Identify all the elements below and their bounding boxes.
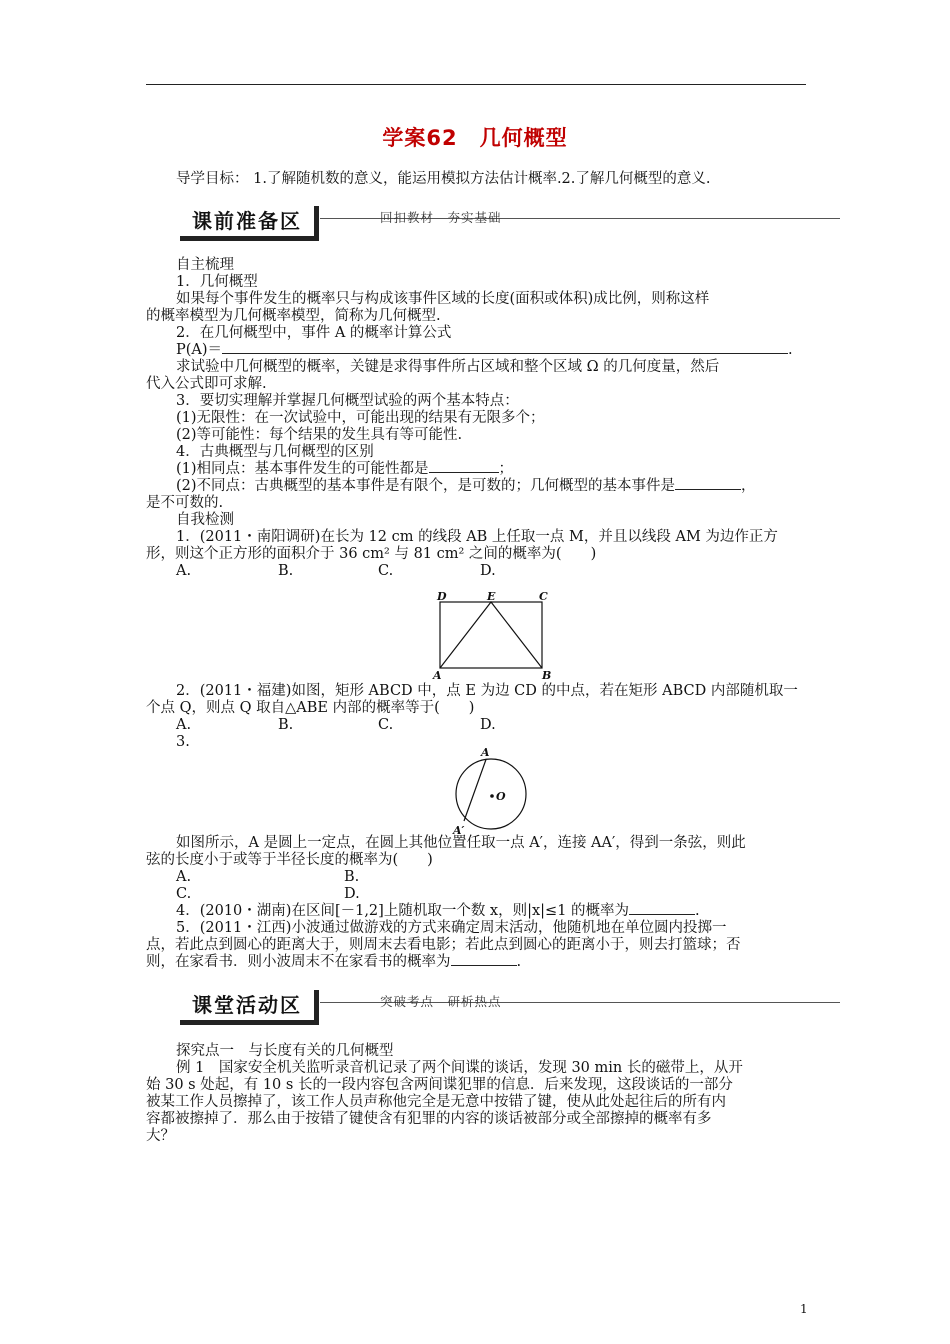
choice-a: A. bbox=[176, 869, 192, 885]
label-c: C bbox=[539, 590, 548, 603]
formula-line: P(A)＝ . bbox=[176, 342, 793, 358]
answer-blank bbox=[675, 477, 741, 490]
question-1-cont: 形，则这个正方形的面积介于 36 cm² 与 81 cm² 之间的概率为( ) bbox=[146, 546, 597, 562]
circle-o bbox=[456, 759, 526, 829]
text-span: (1)相同点：基本事件发生的可能性都是 bbox=[176, 461, 429, 477]
text-line: 的概率模型为几何概率模型，简称为几何概型. bbox=[146, 308, 441, 324]
label-a: A bbox=[433, 669, 442, 682]
choice-b: B. bbox=[278, 717, 294, 733]
explore-heading: 探究点一 与长度有关的几何概型 bbox=[176, 1043, 394, 1059]
choice-a: A. bbox=[176, 717, 192, 733]
label-b: B bbox=[542, 669, 552, 682]
text-line: 1．几何概型 bbox=[176, 274, 258, 290]
page-number: 1 bbox=[800, 1302, 808, 1316]
text-line: 3．要切实理解并掌握几何概型试验的两个基本特点： bbox=[176, 393, 519, 409]
text-span: (2)不同点：古典概型的基本事件是有限个，是可数的；几何概型的基本事件是 bbox=[176, 478, 676, 494]
choice-b: B. bbox=[344, 869, 360, 885]
label-a-prime: A′ bbox=[453, 824, 465, 836]
question-3: 如图所示，A 是圆上一定点，在圆上其他位置任取一点 A′，连接 AA′，得到一条弦，则此 bbox=[176, 835, 746, 851]
top-rule bbox=[146, 84, 806, 85]
question-2-cont: 个点 Q，则点 Q 取自△ABE 内部的概率等于( ) bbox=[146, 700, 475, 716]
label-d: D bbox=[437, 590, 447, 603]
text-line: 如果每个事件发生的概率只与构成该事件区域的长度(面积或体积)成比例，则称这样 bbox=[176, 291, 710, 307]
choice-d: D. bbox=[480, 717, 496, 733]
text-line: 4．古典概型与几何概型的区别 bbox=[176, 444, 374, 460]
choice-b: B. bbox=[278, 563, 294, 579]
text-line: (1)无限性：在一次试验中，可能出现的结果有无限多个； bbox=[176, 410, 545, 426]
example-1-cont: 被某工作人员擦掉了，该工作人员声称他完全是无意中按错了键，使从此处起往后的所有内 bbox=[146, 1094, 726, 1110]
label-a: A bbox=[481, 746, 490, 759]
choice-c: C. bbox=[176, 886, 192, 902]
example-1-cont: 大？ bbox=[146, 1128, 175, 1144]
rectangle-figure bbox=[430, 590, 560, 682]
page-title: 学案62 几何概型 bbox=[382, 126, 568, 150]
text-line: 自我检测 bbox=[176, 512, 234, 528]
triangle-abe bbox=[440, 602, 542, 668]
question-5-cont: 点，若此点到圆心的距离大于，则周末去看电影；若此点到圆心的距离小于，则去打篮球；否 bbox=[146, 937, 741, 953]
text-line: 求试验中几何概型的概率，关键是求得事件所占区域和整个区域 Ω 的几何度量，然后 bbox=[176, 359, 720, 375]
label-o: O bbox=[496, 790, 506, 803]
answer-blank bbox=[629, 902, 695, 915]
choice-d: D. bbox=[344, 886, 360, 902]
section-banner-class bbox=[180, 990, 850, 1026]
text-line: 是不可数的. bbox=[146, 495, 224, 511]
center-point bbox=[490, 794, 494, 798]
text-line: (2)等可能性：每个结果的发生具有等可能性. bbox=[176, 427, 463, 443]
question-4 bbox=[176, 902, 700, 920]
text-line: 代入公式即可求解. bbox=[146, 376, 267, 392]
fill-line: (1)相同点：基本事件发生的可能性都是 ； bbox=[176, 461, 514, 477]
answer-blank bbox=[222, 341, 788, 354]
choice-c: C. bbox=[378, 563, 394, 579]
formula-label: P(A)＝ bbox=[176, 342, 223, 358]
text-span: . bbox=[695, 903, 700, 919]
section-tag: 课堂活动区 bbox=[180, 990, 319, 1025]
text-span: 4．(2010・湖南)在区间[－1,2]上随机取一个数 x，则|x|≤1 的概率为 bbox=[176, 903, 630, 919]
rectangle-abcd bbox=[440, 602, 542, 668]
answer-blank bbox=[429, 460, 499, 473]
question-5: 5．(2011・江西)小波通过做游戏的方式来确定周末活动，他随机地在单位圆内投掷一 bbox=[176, 920, 727, 936]
choice-a: A. bbox=[176, 563, 192, 579]
section-banner-prep bbox=[180, 206, 850, 242]
circle-figure bbox=[445, 744, 535, 836]
choice-d: D. bbox=[480, 563, 496, 579]
question-3-number: 3. bbox=[176, 734, 190, 750]
objectives: 导学目标： 1.了解随机数的意义，能运用模拟方法估计概率.2.了解几何概型的意义. bbox=[176, 171, 711, 187]
fill-line: (2)不同点：古典概型的基本事件是有限个，是可数的；几何概型的基本事件是 ， bbox=[176, 478, 756, 494]
section-subtitle: 突破考点 研析热点 bbox=[380, 994, 502, 1009]
question-5-cont: 则，在家看书．则小波周末不在家看书的概率为 . bbox=[146, 954, 522, 970]
question-3-cont: 弦的长度小于或等于半径长度的概率为( ) bbox=[146, 852, 433, 868]
answer-blank bbox=[451, 953, 517, 966]
text-line: 2．在几何概型中，事件 A 的概率计算公式 bbox=[176, 325, 452, 341]
text-span: 则，在家看书．则小波周末不在家看书的概率为 bbox=[146, 954, 451, 970]
label-e: E bbox=[487, 590, 496, 603]
example-1-cont: 容都被擦掉了．那么由于按错了键使含有犯罪的内容的谈话被部分或全部擦掉的概率有多 bbox=[146, 1111, 712, 1127]
text-line: 自主梳理 bbox=[176, 257, 234, 273]
section-subtitle: 回扣教材 夯实基础 bbox=[380, 210, 502, 225]
example-1: 例 1 国家安全机关监听录音机记录了两个间谍的谈话，发现 30 min 长的磁带上，从开 bbox=[176, 1060, 743, 1076]
example-1-cont: 始 30 s 处起，有 10 s 长的一段内容包含两间谍犯罪的信息．后来发现，这段谈话的一部分 bbox=[146, 1077, 733, 1093]
question-2: 2．(2011・福建)如图，矩形 ABCD 中，点 E 为边 CD 的中点，若在矩形 ABCD 内部随机取一 bbox=[176, 683, 798, 699]
choice-c: C. bbox=[378, 717, 394, 733]
question-1: 1．(2011・南阳调研)在长为 12 cm 的线段 AB 上任取一点 M，并且以线段 AM 为边作正方 bbox=[176, 529, 778, 545]
section-tag: 课前准备区 bbox=[180, 206, 319, 241]
